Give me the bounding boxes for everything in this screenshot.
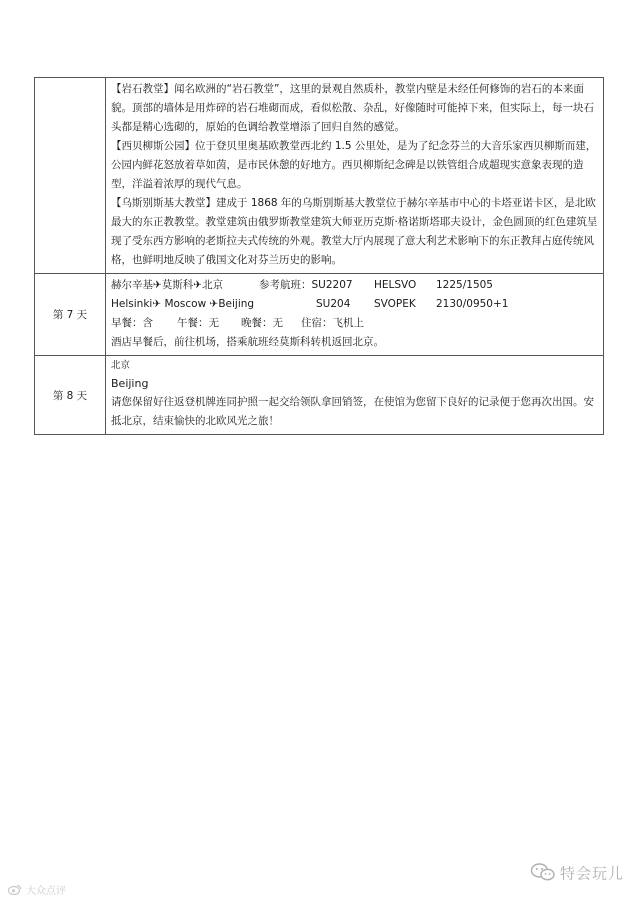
- itinerary-table: [34, 77, 604, 435]
- segment1-code: HELSVO: [374, 279, 417, 291]
- attraction-sibelius-park: 【西贝柳斯公园】位于登贝里奥基欧教堂西北约 1.5 公里处，是为了纪念芬兰的大音乐家西贝柳斯而建，公园内鲜花怒放着草如茵，是市民休憩的好地方。西贝柳斯纪念碑是以铁管组合成超现实意象表现的造型，洋溢着浓厚的现代气息。: [111, 140, 597, 190]
- day8-note: 请您保留好往返登机牌连同护照一起交给领队拿回销签，在使馆为您留下良好的记录便于您再次出国。安抵北京，结束愉快的北欧风光之旅！: [111, 396, 594, 427]
- watermark-left-text: 大众点评: [26, 886, 66, 897]
- day7-label: 第 7 天: [35, 274, 106, 356]
- watermark-left: [8, 882, 66, 898]
- watermark-right-text: 特会玩儿: [560, 864, 625, 883]
- wechat-logo-icon: [530, 862, 556, 886]
- lunch-info: 午餐：无: [177, 317, 219, 329]
- segment2-code: SVOPEK: [374, 298, 416, 310]
- day7-content: [106, 274, 604, 356]
- attraction-rock-church: 【岩石教堂】闻名欧洲的“岩石教堂”，这里的景观自然质朴，教堂内壁是未经任何修饰的岩石的本来面貌。顶部的墙体是用炸碎的岩石堆砌而成，看似松散、杂乱，好像随时可能掉下来，但实际上，每一块石头都是精心选砌的，原始的色调给教堂增添了回归自然的感觉。: [111, 83, 594, 133]
- attraction-uspenski-cathedral: 【乌斯别斯基大教堂】建成于 1868 年的乌斯别斯基大教堂位于赫尔辛基市中心的卡塔亚诺卡区，是北欧最大的东正教教堂。教堂建筑由俄罗斯教堂建筑大师亚历克斯·格诺斯塔耶夫设计，金色圆顶的红色建筑呈现了受东西方影响的老斯拉夫式传统的外观。教堂大厅内展现了意大利艺术影响下的东正教拜占庭传统风格，也鲜明地反映了俄国文化对芬兰历史的影响。: [111, 197, 598, 266]
- dinner-info: 晚餐：无: [241, 317, 283, 329]
- itinerary-row-day7: [35, 274, 604, 356]
- day8-content: [106, 356, 604, 435]
- day-cell-empty: [35, 78, 106, 274]
- itinerary-row-day8: [35, 356, 604, 435]
- weibo-logo-icon: [8, 884, 22, 898]
- breakfast-info: 早餐：含: [111, 317, 153, 329]
- day8-label: 第 8 天: [35, 356, 106, 435]
- day7-note: 酒店早餐后，前往机场，搭乘航班经莫斯科转机返回北京。: [111, 336, 384, 348]
- segment1-time: 1225/1505: [436, 279, 493, 291]
- route-cn: 赫尔辛基✈莫斯科✈北京: [111, 279, 224, 291]
- city-cn: 北京: [111, 360, 131, 371]
- reference-flight: 参考航班：SU2207: [259, 279, 353, 291]
- hotel-info: 住宿：飞机上: [301, 317, 364, 329]
- segment2-time: 2130/0950+1: [436, 298, 509, 310]
- watermark-right: [530, 862, 624, 886]
- flight-line-en: [111, 295, 599, 314]
- route-en: Helsinki✈ Moscow ✈Beijing: [111, 298, 255, 310]
- segment2-flight: SU204: [316, 298, 351, 310]
- itinerary-row-attractions: [35, 78, 604, 274]
- city-en: Beijing: [111, 377, 149, 390]
- attractions-cell: [106, 78, 604, 274]
- meals-line: [111, 314, 599, 333]
- flight-line-cn: [111, 276, 599, 295]
